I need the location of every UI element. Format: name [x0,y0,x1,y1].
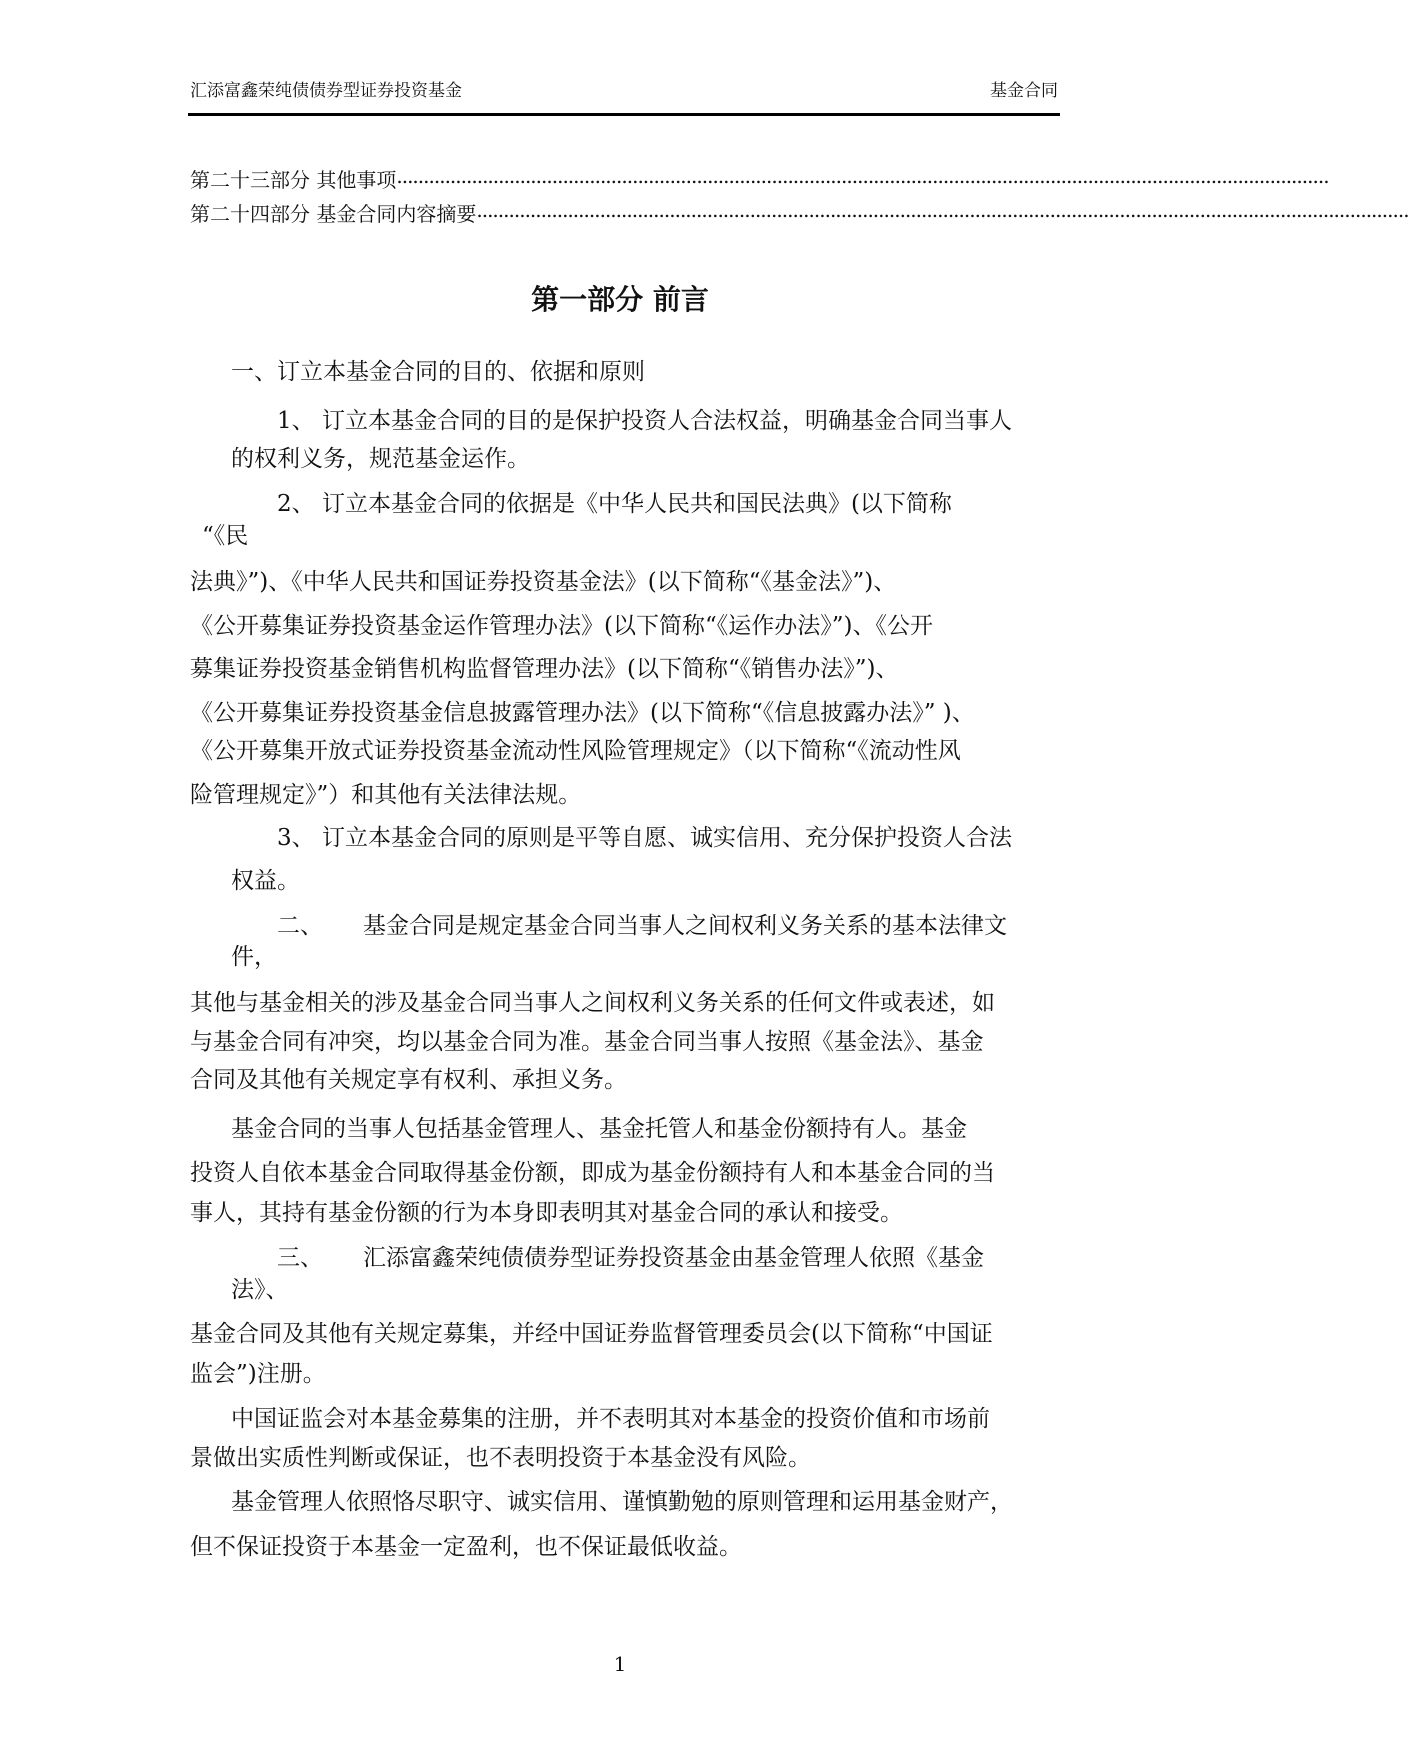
toc-leader: .............................................................................................................................................................................. [396,164,1329,188]
paragraph-line: 权益。 [231,868,300,894]
paragraph-line: 基金合同的当事人包括基金管理人、基金托管人和基金份额持有人。基金 [231,1116,967,1142]
paragraph-line: 基金合同是规定基金合同当事人之间权利义务关系的基本法律文 [363,913,1007,939]
paragraph-line: 件， [231,944,277,970]
section-number: 二、 [277,913,323,939]
toc-label: 第二十四部分 基金合同内容摘要 [190,202,477,226]
paragraph-line: 与基金合同有冲突，均以基金合同为准。基金合同当事人按照《基金法》、基金 [190,1029,984,1055]
section-number: 三、 [277,1245,323,1271]
paragraph-line: 法典》”)、《中华人民共和国证券投资基金法》(以下简称“《基金法》”)、 [190,569,897,595]
paragraph-line: 基金管理人依照恪尽职守、诚实信用、谨慎勤勉的原则管理和运用基金财产， [231,1489,1013,1515]
paragraph-line: 法》、 [231,1277,289,1303]
paragraph-line: 2、 订立本基金合同的依据是《中华人民共和国民法典》(以下简称 [277,491,952,517]
paragraph-line: 险管理规定》”）和其他有关法律法规。 [190,782,582,808]
paragraph-line: “《民 [202,523,249,549]
paragraph-line: 事人，其持有基金份额的行为本身即表明其对基金合同的承认和接受。 [190,1200,903,1226]
paragraph-line: 其他与基金相关的涉及基金合同当事人之间权利义务关系的任何文件或表述，如 [190,990,995,1016]
paragraph-line: 1、 订立本基金合同的目的是保护投资人合法权益，明确基金合同当事人 [277,408,1012,434]
toc-entry[interactable] [190,164,1329,193]
paragraph-line: 募集证券投资基金销售机构监督管理办法》(以下简称“《销售办法》”)、 [190,656,899,682]
paragraph-line: 《公开募集证券投资基金运作管理办法》(以下简称“《运作办法》”)、《公开 [190,613,933,639]
paragraph-line: 监会”)注册。 [190,1361,326,1387]
paragraph-line: 投资人自依本基金合同取得基金份额，即成为基金份额持有人和本基金合同的当 [190,1160,995,1186]
paragraph-line: 《公开募集开放式证券投资基金流动性风险管理规定》（以下简称“《流动性风 [190,738,961,764]
paragraph-line: 3、 订立本基金合同的原则是平等自愿、诚实信用、充分保护投资人合法 [277,825,1012,851]
paragraph-line: 一、订立本基金合同的目的、依据和原则 [231,359,645,385]
paragraph-line: 基金合同及其他有关规定募集，并经中国证券监督管理委员会(以下简称“中国证 [190,1321,993,1347]
header-divider [188,113,1060,116]
paragraph-line: 汇添富鑫荣纯债债券型证券投资基金由基金管理人依照《基金 [363,1245,984,1271]
paragraph-line: 但不保证投资于本基金一定盈利，也不保证最低收益。 [190,1534,742,1560]
header-fund-name: 汇添富鑫荣纯债债券型证券投资基金 [190,81,462,101]
paragraph-line: 景做出实质性判断或保证，也不表明投资于本基金没有风险。 [190,1445,811,1471]
toc-entry[interactable] [190,198,1409,227]
page-number: 1 [613,1652,627,1676]
paragraph-line: 中国证监会对本基金募集的注册，并不表明其对本基金的投资价值和市场前 [231,1406,990,1432]
paragraph-line: 《公开募集证券投资基金信息披露管理办法》(以下简称“《信息披露办法》” )、 [190,700,975,726]
section-title: 第一部分 前言 [531,283,709,316]
paragraph-line: 合同及其他有关规定享有权利、承担义务。 [190,1067,627,1093]
header-doc-type: 基金合同 [990,81,1058,101]
toc-leader: .............................................................................................................................................................................. [476,198,1409,222]
paragraph-line: 的权利义务，规范基金运作。 [231,446,530,472]
toc-label: 第二十三部分 其他事项 [190,168,397,192]
